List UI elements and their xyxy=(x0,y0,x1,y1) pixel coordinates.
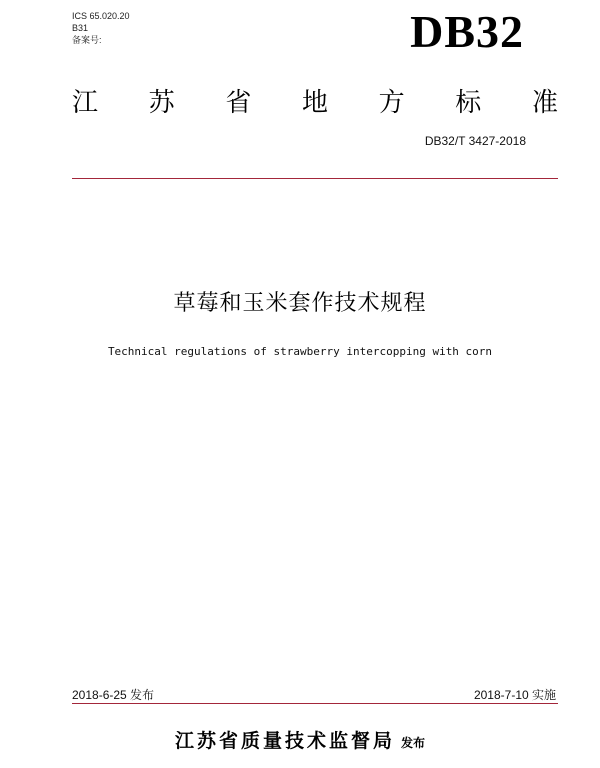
document-title-chinese: 草莓和玉米套作技术规程 xyxy=(173,291,427,316)
ics-code: ICS 65.020.20 xyxy=(72,11,130,21)
standard-type-char: 准 xyxy=(531,87,558,118)
standard-type-char: 方 xyxy=(378,87,405,118)
standard-type-char: 标 xyxy=(455,87,482,118)
standard-type-char: 苏 xyxy=(148,87,175,118)
classification-code: B31 xyxy=(72,23,89,33)
issuer-line xyxy=(0,726,600,753)
top-divider xyxy=(72,178,558,179)
standard-number: DB32/T 3427-2018 xyxy=(424,134,526,148)
standard-type-heading xyxy=(72,80,558,120)
standard-code-logo: DB32 xyxy=(410,6,524,57)
issuing-authority: 江苏省质量技术监督局 xyxy=(174,730,395,752)
implementation-date: 2018-7-10 实施 xyxy=(473,688,556,702)
issue-date: 2018-6-25 发布 xyxy=(72,688,155,702)
standard-type-char: 省 xyxy=(225,87,252,118)
bottom-divider xyxy=(72,703,558,704)
document-title-english: Technical regulations of strawberry intercopping with corn xyxy=(107,345,493,358)
standard-type-char: 江 xyxy=(72,87,99,118)
issuer-action: 发布 xyxy=(401,736,426,750)
record-number-label: 备案号: xyxy=(72,35,102,45)
standard-type-char: 地 xyxy=(301,87,328,118)
